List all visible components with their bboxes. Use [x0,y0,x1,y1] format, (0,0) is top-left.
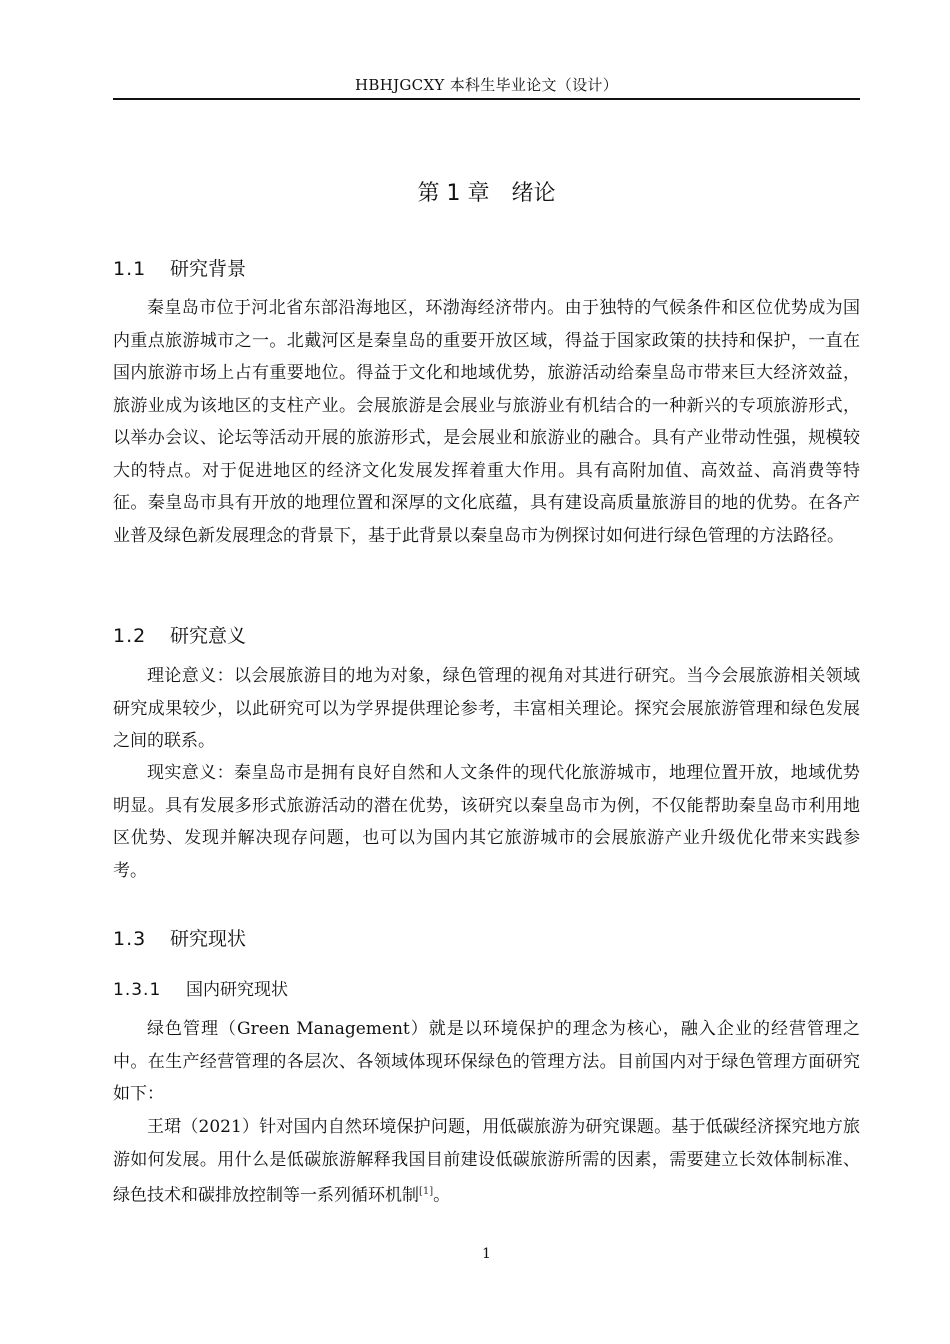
chapter-heading [113,176,860,207]
paragraph-wang [113,1111,860,1212]
paragraph-theory: 理论意义：以会展旅游目的地为对象，绿色管理的视角对其进行研究。当今会展旅游相关领域研究成果较少，以此研究可以为学界提供理论参考，丰富相关理论。探究会展旅游管理和绿色发展之间的联系。 [113,666,860,751]
section-heading-1-1 [113,254,246,281]
section-heading-1-3 [113,924,246,951]
page-number: 1 [482,1246,491,1262]
section-number: 1.2 [113,625,147,647]
chapter-number: 第 1 章 [417,181,490,206]
citation-ref[interactable]: [1] [419,1186,434,1197]
subsection-number: 1.3.1 [113,980,162,1000]
section-title: 研究背景 [170,258,247,280]
section-number: 1.1 [113,258,147,280]
section-title: 研究现状 [170,928,247,950]
paragraph-practice: 现实意义：秦皇岛市是拥有良好自然和人文条件的现代化旅游城市，地理位置开放，地域优势明显。具有发展多形式旅游活动的潜在优势，该研究以秦皇岛市为例，不仅能帮助秦皇岛市利用地区优势、发现并解决现存问题，也可以为国内其它旅游城市的会展旅游产业升级优化带来实践参考。 [113,763,860,881]
section-heading-1-2 [113,621,246,648]
paragraph-background: 秦皇岛市位于河北省东部沿海地区，环渤海经济带内。由于独特的气候条件和区位优势成为国内重点旅游城市之一。北戴河区是秦皇岛的重要开放区域，得益于国家政策的扶持和保护，一直在国内旅游市场上占有重要地位。得益于文化和地域优势，旅游活动给秦皇岛市带来巨大经济效益，旅游业成为该地区的支柱产业。会展旅游是会展业与旅游业有机结合的一种新兴的专项旅游形式，以举办会议、论坛等活动开展的旅游形式，是会展业和旅游业的融合。具有产业带动性强，规模较大的特点。对于促进地区的经济文化发展发挥着重大作用。具有高附加值、高效益、高消费等特征。秦皇岛市具有开放的地理位置和深厚的文化底蕴，具有建设高质量旅游目的地的优势。在各产业普及绿色新发展理念的背景下，基于此背景以秦皇岛市为例探讨如何进行绿色管理的方法路径。 [113,298,860,546]
subsection-title: 国内研究现状 [186,980,288,1000]
paragraph-wang-end: 。 [433,1185,451,1206]
header-rule [113,98,860,100]
section-title: 研究意义 [170,625,247,647]
paragraph-green-management: 绿色管理（Green Management）就是以环境保护的理念为核心，融入企业的经营管理之中。在生产经营管理的各层次、各领域体现环保绿色的管理方法。目前国内对于绿色管理方面研究如下： [113,1019,860,1104]
subsection-heading-1-3-1 [113,975,288,1000]
paragraph-wang-text: 王珺（2021）针对国内自然环境保护问题，用低碳旅游为研究课题。基于低碳经济探究地方旅游如何发展。用什么是低碳旅游解释我国目前建设低碳旅游所需的因素，需要建立长效体制标准、绿色技术和碳排放控制等一系列循环机制 [113,1117,860,1206]
chapter-title: 绪论 [511,181,556,206]
section-number: 1.3 [113,928,147,950]
running-header: HBHJGCXY 本科生毕业论文（设计） [354,76,618,94]
